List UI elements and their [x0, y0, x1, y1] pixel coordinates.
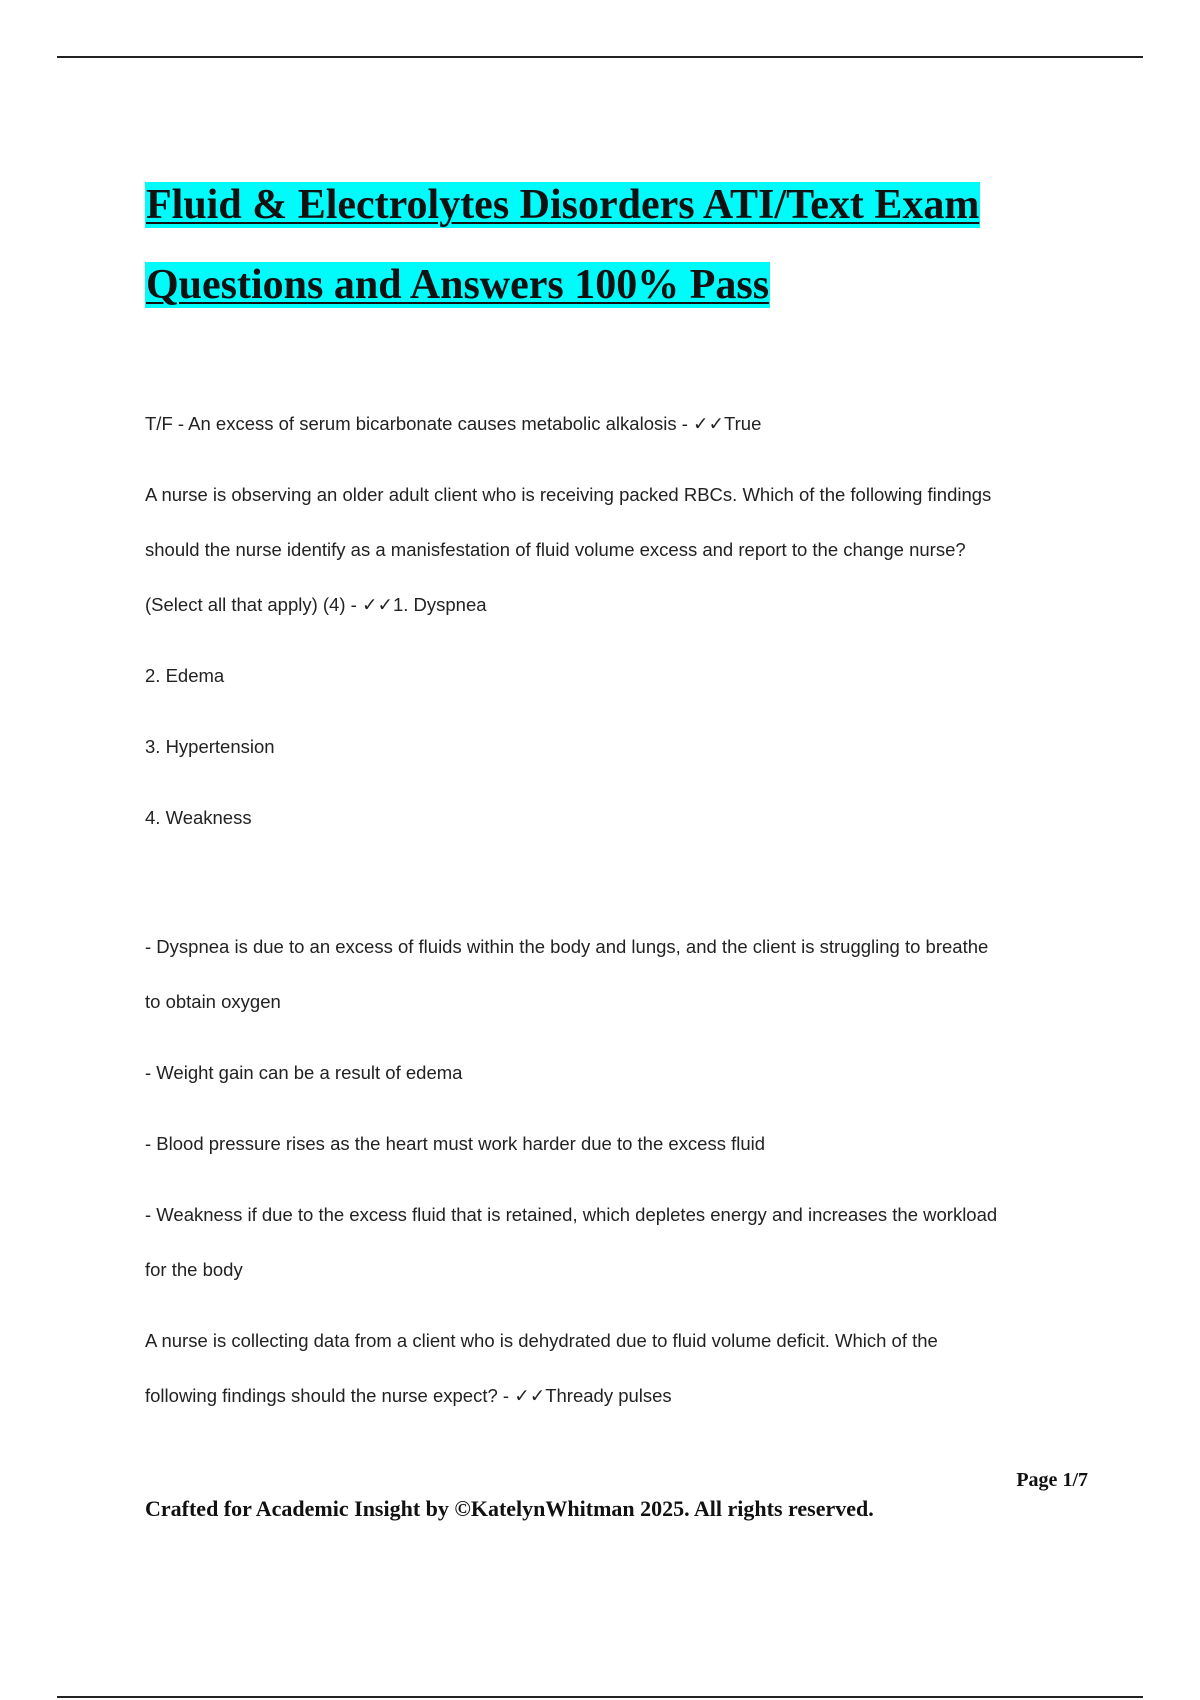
question-2	[145, 467, 1085, 632]
footer-credit: Crafted for Academic Insight by ©KatelynWhitman 2025. All rights reserved.	[145, 1496, 874, 1521]
title-line-1: Fluid & Electrolytes Disorders ATI/Text Exam	[146, 182, 980, 228]
question-2-line: (Select all that apply) (4) - ✓✓1. Dyspnea	[145, 594, 487, 615]
title-line-2: Questions and Answers 100% Pass	[146, 262, 770, 308]
question-3-line: following findings should the nurse expect? - ✓✓Thready pulses	[145, 1385, 672, 1406]
rationale-line: - Weakness if due to the excess fluid that is retained, which depletes energy and increases the workload	[145, 1204, 998, 1225]
rationale-3: - Blood pressure rises as the heart must work harder due to the excess fluid	[145, 1133, 766, 1154]
rationale-line: for the body	[145, 1259, 243, 1280]
page-number: Page 1/7	[1016, 1469, 1088, 1491]
question-2-line: should the nurse identify as a manisfestation of fluid volume excess and report to the change nurse?	[145, 539, 966, 560]
top-rule	[57, 56, 1143, 58]
question-1: T/F - An excess of serum bicarbonate causes metabolic alkalosis - ✓✓True	[145, 413, 762, 434]
rationale-2: - Weight gain can be a result of edema	[145, 1062, 463, 1083]
question-2-line: A nurse is observing an older adult client who is receiving packed RBCs. Which of the following findings	[145, 484, 992, 505]
document-body	[145, 396, 1085, 1423]
question-3	[145, 1313, 1085, 1423]
bottom-rule	[57, 1696, 1143, 1698]
answer-option: 2. Edema	[145, 665, 225, 686]
document-title	[145, 165, 1105, 325]
answer-option: 4. Weakness	[145, 807, 252, 828]
rationale-line: to obtain oxygen	[145, 991, 281, 1012]
question-3-line: A nurse is collecting data from a client who is dehydrated due to fluid volume deficit. Which of the	[145, 1330, 938, 1351]
rationale-4	[145, 1187, 1085, 1297]
rationale-1	[145, 919, 1085, 1029]
rationale-line: - Dyspnea is due to an excess of fluids within the body and lungs, and the client is struggling to breathe	[145, 936, 989, 957]
answer-option: 3. Hypertension	[145, 736, 275, 757]
